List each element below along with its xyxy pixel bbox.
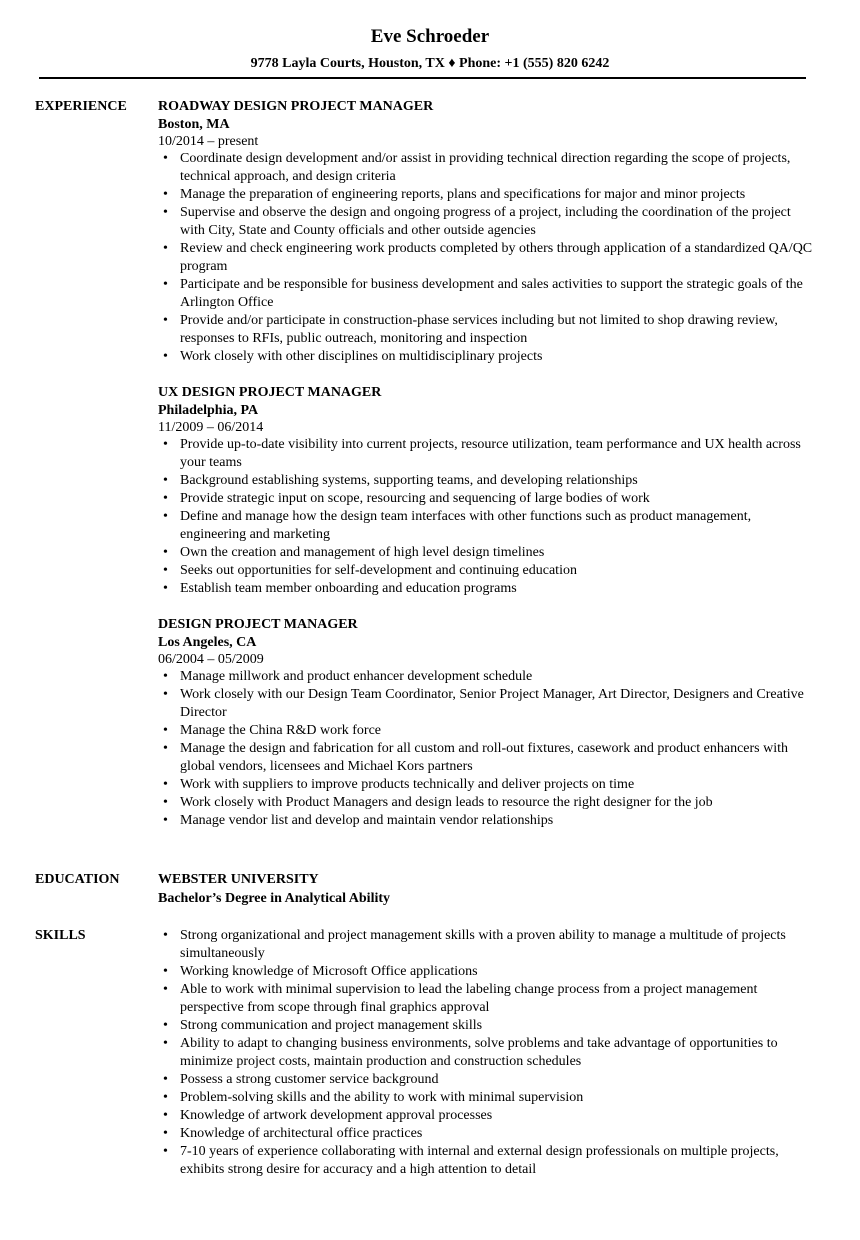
- job-bullets: [158, 436, 813, 598]
- bullet-item: • Define and manage how the design team interfaces with other functions such as product management, engineering and marketing: [158, 508, 813, 544]
- bullet-item: • Manage the China R&D work force: [158, 722, 813, 740]
- job-dates: 10/2014 – present: [158, 134, 259, 149]
- skill-item: • Knowledge of architectural office practices: [158, 1125, 813, 1143]
- bullet-item: • Review and check engineering work products completed by others through application of a standardized QA/QC program: [158, 240, 813, 276]
- job-entry: [158, 384, 813, 598]
- bullet-item: • Provide and/or participate in construction-phase services including but not limited to shop drawing review, responses to RFIs, public outreach, monitoring and inspection: [158, 312, 813, 348]
- bullet-item: • Manage the design and fabrication for all custom and roll-out fixtures, casework and product enhancers with global vendors, licensees and Michael Kors partners: [158, 740, 813, 776]
- skill-item: • Able to work with minimal supervision to lead the labeling change process from a project management perspective from scope through final graphics approval: [158, 981, 813, 1017]
- bullet-item: • Provide strategic input on scope, resourcing and sequencing of large bodies of work: [158, 490, 813, 508]
- bullet-item: • Work closely with Product Managers and design leads to resource the right designer for the job: [158, 794, 813, 812]
- bullet-item: • Establish team member onboarding and education programs: [158, 580, 813, 598]
- skill-item: • 7-10 years of experience collaborating with internal and external design professionals on multiple projects, exhibits strong desire for accuracy and a high attention to detail: [158, 1143, 813, 1179]
- section-label-experience: EXPERIENCE: [35, 99, 127, 114]
- skill-item: • Strong communication and project management skills: [158, 1017, 813, 1035]
- skill-item: • Strong organizational and project management skills with a proven ability to manage a multitude of projects simultaneously: [158, 927, 813, 963]
- experience-body: [158, 98, 813, 848]
- job-bullets: [158, 150, 813, 366]
- job-bullets: [158, 668, 813, 830]
- bullet-item: • Seeks out opportunities for self-development and continuing education: [158, 562, 813, 580]
- resume-header: [0, 24, 860, 73]
- job-location: Los Angeles, CA: [158, 635, 257, 650]
- skill-item: • Working knowledge of Microsoft Office applications: [158, 963, 813, 981]
- bullet-item: • Work closely with other disciplines on multidisciplinary projects: [158, 348, 813, 366]
- job-location: Philadelphia, PA: [158, 403, 259, 418]
- degree-name: Bachelor’s Degree in Analytical Ability: [158, 891, 391, 906]
- bullet-item: • Work closely with our Design Team Coordinator, Senior Project Manager, Art Director, Designers and Creative Director: [158, 686, 813, 722]
- candidate-name: Eve Schroeder: [370, 26, 490, 47]
- skill-item: • Knowledge of artwork development approval processes: [158, 1107, 813, 1125]
- job-location: Boston, MA: [158, 117, 230, 132]
- bullet-item: • Manage vendor list and develop and maintain vendor relationships: [158, 812, 813, 830]
- school-name: WEBSTER UNIVERSITY: [158, 872, 319, 887]
- education-body: [158, 871, 813, 908]
- bullet-item: • Supervise and observe the design and ongoing progress of a project, including the coordination of the project with City, State and County officials and other outside agencies: [158, 204, 813, 240]
- bullet-item: • Manage millwork and product enhancer development schedule: [158, 668, 813, 686]
- skill-item: • Problem-solving skills and the ability to work with minimal supervision: [158, 1089, 813, 1107]
- section-label-skills: SKILLS: [35, 928, 86, 943]
- section-label-education: EDUCATION: [35, 872, 120, 887]
- skills-body: [158, 927, 813, 1179]
- bullet-item: • Own the creation and management of high level design timelines: [158, 544, 813, 562]
- bullet-item: • Manage the preparation of engineering reports, plans and specifications for major and minor projects: [158, 186, 813, 204]
- bullet-item: • Provide up-to-date visibility into current projects, resource utilization, team performance and UX health across your teams: [158, 436, 813, 472]
- job-entry: [158, 616, 813, 830]
- header-divider: [39, 77, 806, 79]
- job-title: ROADWAY DESIGN PROJECT MANAGER: [158, 99, 434, 114]
- skills-list: [158, 927, 813, 1179]
- job-entry: [158, 98, 813, 366]
- job-dates: 06/2004 – 05/2009: [158, 652, 264, 667]
- job-title: UX DESIGN PROJECT MANAGER: [158, 385, 382, 400]
- contact-line: 9778 Layla Courts, Houston, TX ♦ Phone: +1 (555) 820 6242: [250, 56, 610, 71]
- skill-item: • Ability to adapt to changing business environments, solve problems and take advantage of opportunities to minimize project costs, maintain production and construction schedules: [158, 1035, 813, 1071]
- job-title: DESIGN PROJECT MANAGER: [158, 617, 358, 632]
- bullet-item: • Work with suppliers to improve products technically and deliver projects on time: [158, 776, 813, 794]
- bullet-item: • Participate and be responsible for business development and sales activities to support the strategic goals of the Arlington Office: [158, 276, 813, 312]
- bullet-item: • Coordinate design development and/or assist in providing technical direction regarding the scope of projects, technical approach, and design criteria: [158, 150, 813, 186]
- skill-item: • Possess a strong customer service background: [158, 1071, 813, 1089]
- bullet-item: • Background establishing systems, supporting teams, and developing relationships: [158, 472, 813, 490]
- job-dates: 11/2009 – 06/2014: [158, 420, 264, 435]
